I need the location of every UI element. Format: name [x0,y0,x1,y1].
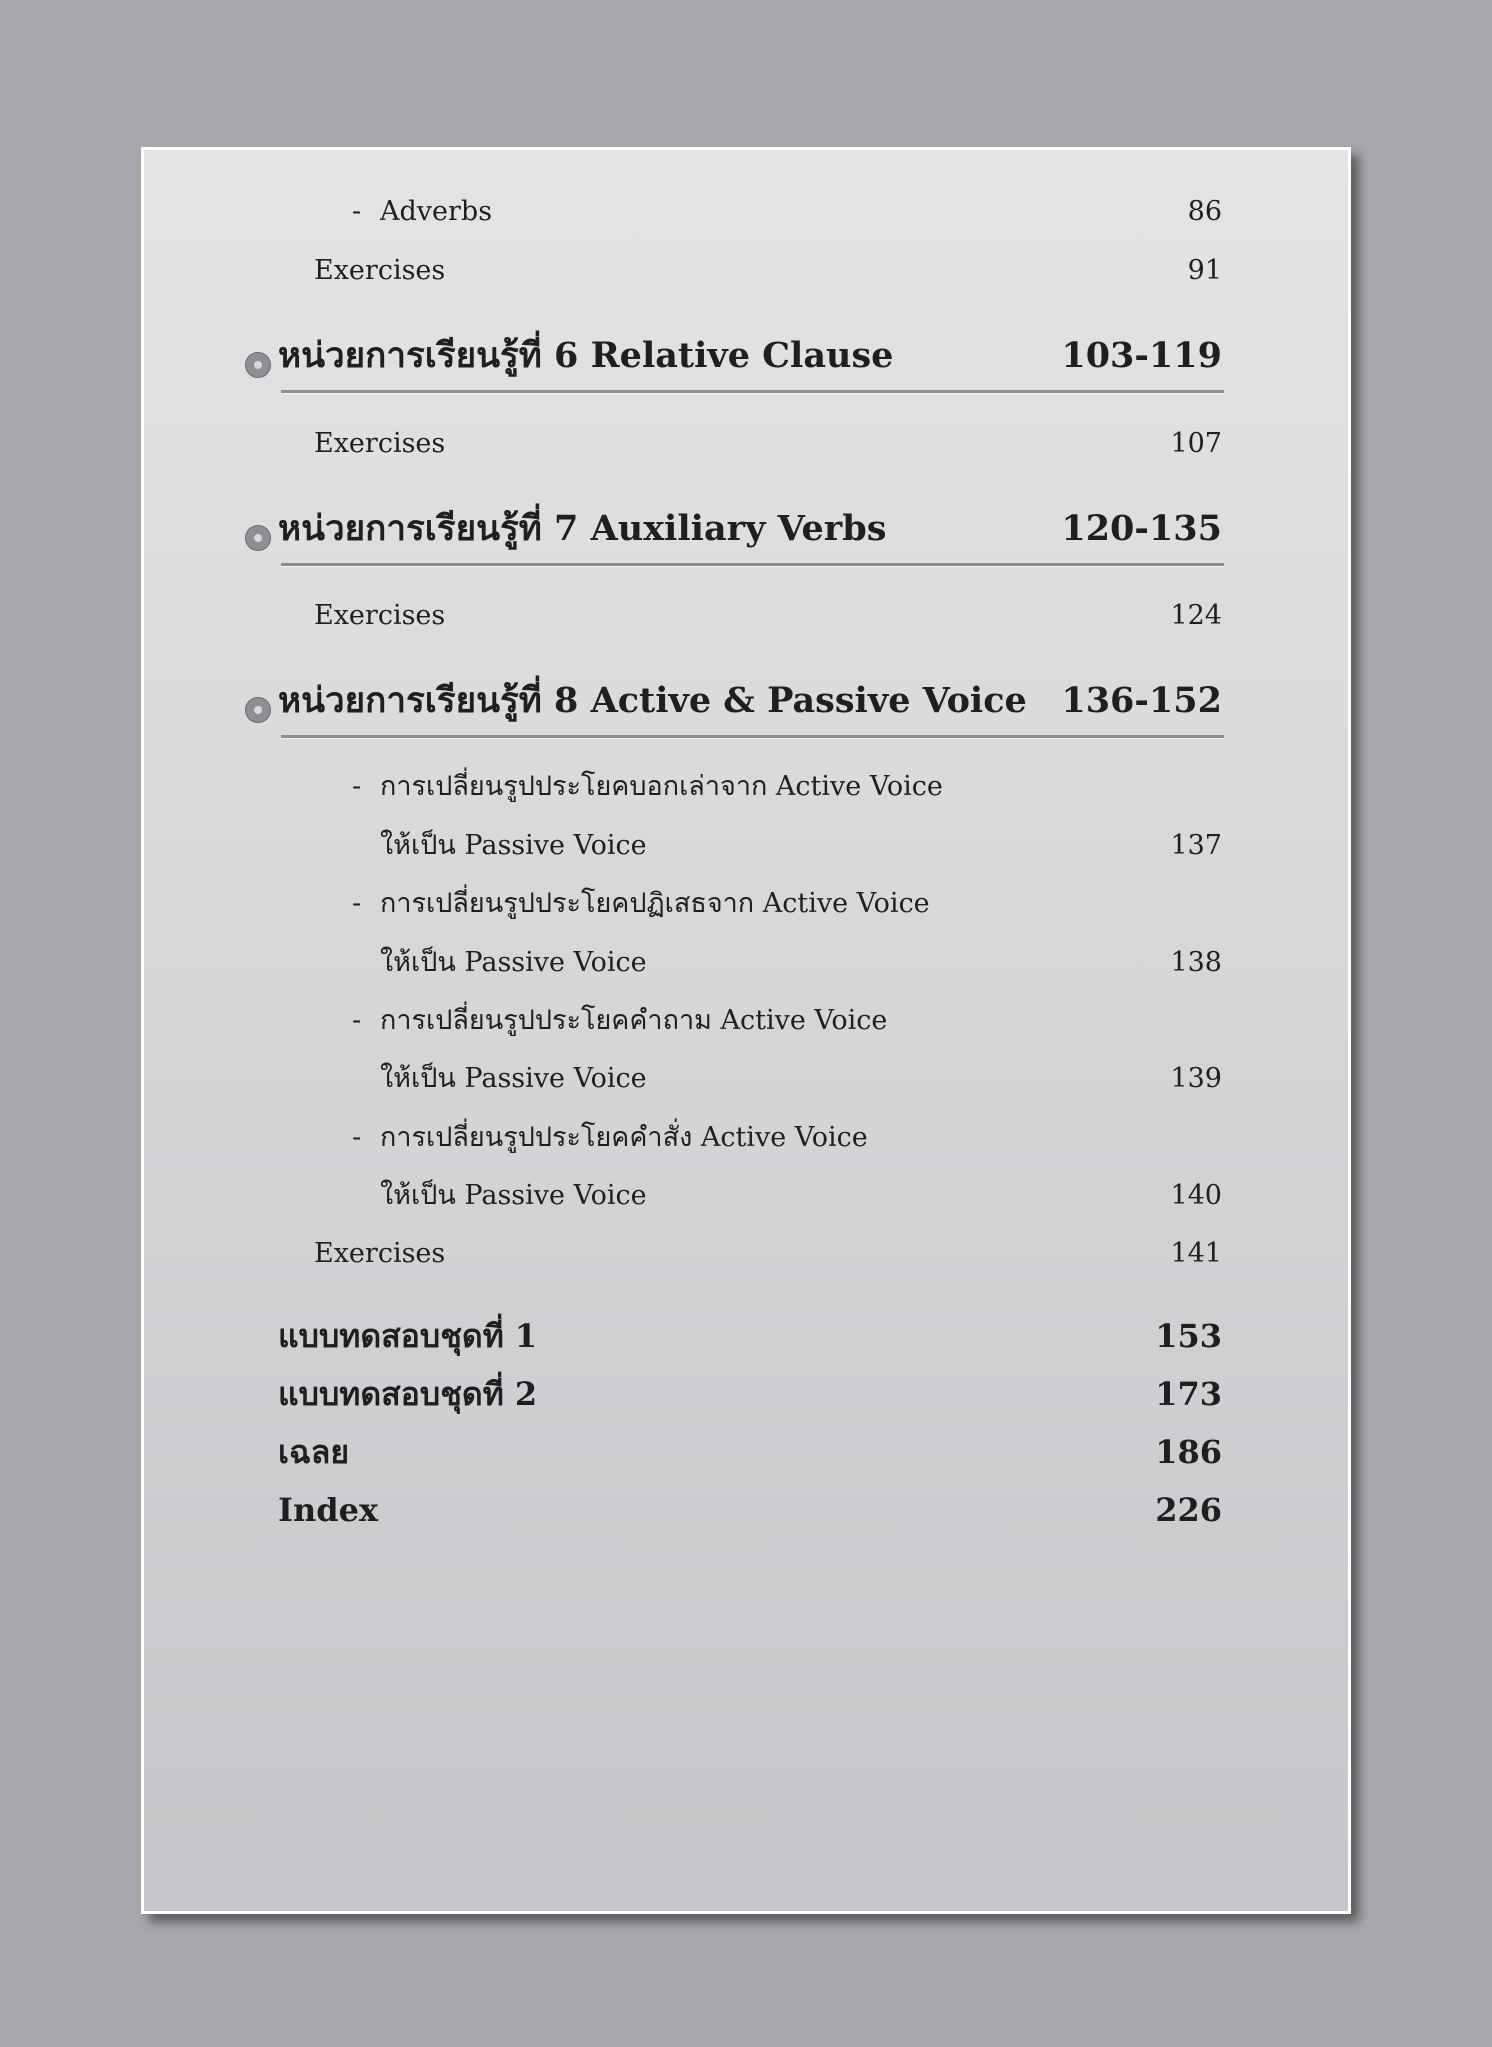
toc-entry-label: แบบทดสอบชุดที่ 1 [278,1317,538,1355]
toc-entry-label: Adverbs [380,196,493,227]
toc-page [141,147,1351,1914]
toc-entry-exercises[interactable] [144,424,1354,464]
toc-entry-label: ให้เป็น Passive Voice [380,947,647,978]
unit-divider [281,390,1224,393]
unit-title: หน่วยการเรียนรู้ที่ 8 Active & Passive Voice [278,680,1027,721]
toc-entry-label: Exercises [314,428,446,459]
toc-subentry-line1[interactable] [144,884,1354,924]
dash-marker: - [352,196,362,227]
toc-entry-index[interactable] [144,1485,1354,1535]
toc-entry-label: Exercises [314,600,446,631]
toc-page-number: 107 [1170,428,1222,459]
toc-entry-label: แบบทดสอบชุดที่ 2 [278,1375,538,1413]
bullet-circle-icon [245,525,271,551]
dash-marker: - [352,888,362,919]
toc-subentry-line1[interactable] [144,767,1354,807]
unit-page-range: 103-119 [1061,335,1222,376]
toc-entry-test-1[interactable] [144,1311,1354,1361]
toc-entry-label: Exercises [314,1238,446,1269]
dash-marker: - [352,1005,362,1036]
unit-title: หน่วยการเรียนรู้ที่ 6 Relative Clause [278,335,894,376]
toc-entry-exercises[interactable] [144,1234,1354,1274]
toc-entry-test-2[interactable] [144,1369,1354,1419]
toc-page-number: 139 [1170,1063,1222,1094]
toc-page-number: 141 [1170,1238,1222,1269]
toc-entry-label: การเปลี่ยนรูปประโยคบอกเล่าจาก Active Voice [380,771,943,802]
bullet-circle-icon [245,697,271,723]
dash-marker: - [352,771,362,802]
toc-page-number: 173 [1155,1375,1222,1413]
toc-entry-label: ให้เป็น Passive Voice [380,1063,647,1094]
toc-page-number: 91 [1187,255,1222,286]
toc-page-number: 226 [1155,1491,1222,1529]
toc-page-number: 86 [1187,196,1222,227]
dash-marker: - [352,1122,362,1153]
unit-page-range: 136-152 [1061,680,1222,721]
unit-page-range: 120-135 [1061,508,1222,549]
toc-entry-exercises[interactable] [144,596,1354,636]
toc-entry-label: การเปลี่ยนรูปประโยคปฏิเสธจาก Active Voice [380,888,930,919]
toc-page-number: 186 [1155,1433,1222,1471]
unit-divider [281,563,1224,566]
toc-subentry-line2[interactable] [144,1059,1354,1099]
toc-subentry-line2[interactable] [144,1176,1354,1216]
toc-entry-answers[interactable] [144,1427,1354,1477]
toc-entry-label: ให้เป็น Passive Voice [380,1180,647,1211]
toc-entry-label: เฉลย [278,1433,350,1471]
toc-entry-label: ให้เป็น Passive Voice [380,830,647,861]
toc-entry-label: Exercises [314,255,446,286]
toc-page-number: 137 [1170,830,1222,861]
bullet-circle-icon [245,352,271,378]
toc-unit-6[interactable] [144,328,1354,398]
unit-divider [281,735,1224,738]
toc-entry-label: Index [278,1491,379,1529]
toc-subentry-line1[interactable] [144,1118,1354,1158]
toc-page-number: 140 [1170,1180,1222,1211]
toc-page-number: 153 [1155,1317,1222,1355]
toc-subentry-line2[interactable] [144,943,1354,983]
unit-title: หน่วยการเรียนรู้ที่ 7 Auxiliary Verbs [278,508,887,549]
toc-page-number: 124 [1170,600,1222,631]
toc-unit-8[interactable] [144,673,1354,743]
toc-entry-adverbs[interactable] [144,192,1354,232]
toc-unit-7[interactable] [144,501,1354,571]
toc-entry-exercises[interactable] [144,251,1354,291]
toc-subentry-line2[interactable] [144,826,1354,866]
toc-entry-label: การเปลี่ยนรูปประโยคคำสั่ง Active Voice [380,1122,868,1153]
toc-page-number: 138 [1170,947,1222,978]
toc-subentry-line1[interactable] [144,1001,1354,1041]
toc-entry-label: การเปลี่ยนรูปประโยคคำถาม Active Voice [380,1005,888,1036]
